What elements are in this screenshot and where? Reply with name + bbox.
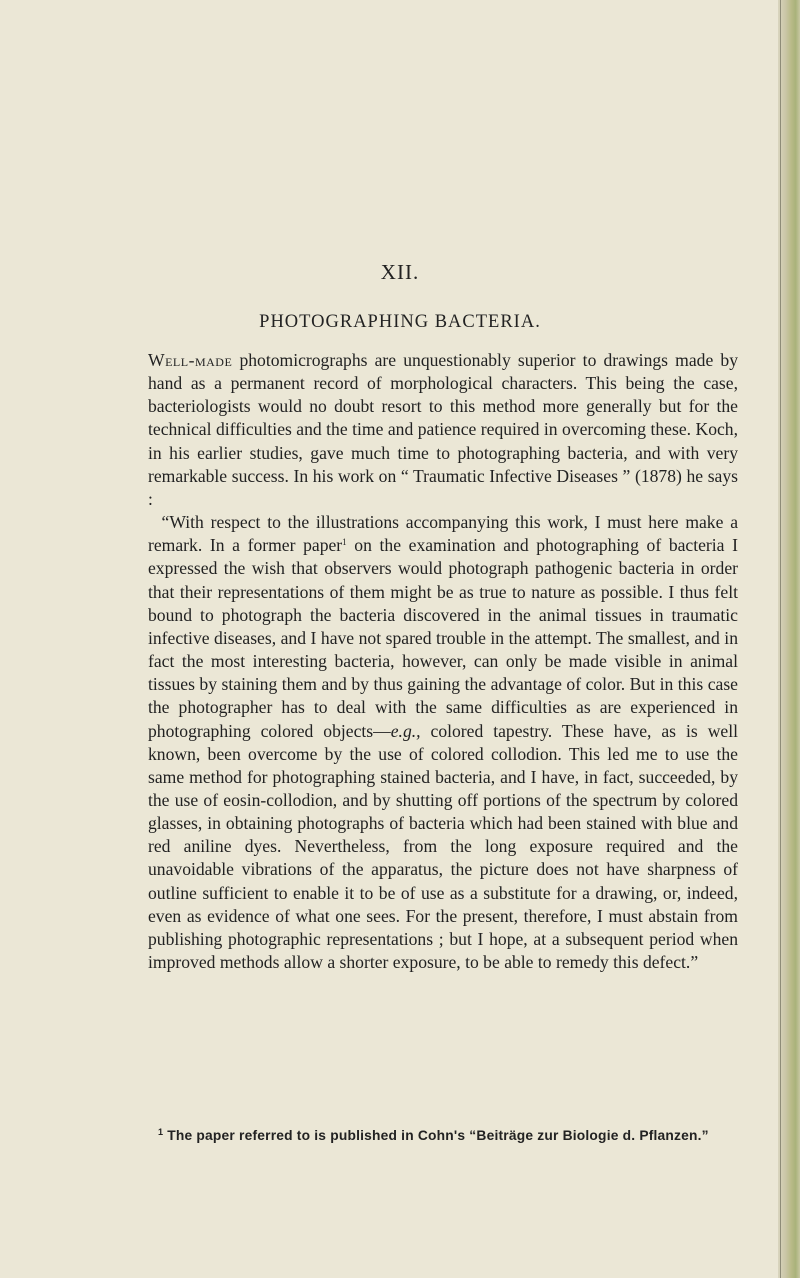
footnote-marker: 1 [158, 1127, 164, 1137]
paragraph-2 [148, 511, 738, 974]
body-text [148, 349, 738, 974]
paragraph-2-part-2: on the examination and photographing of bacteria I expressed the wish that observers would photograph pathogenic bacteria in order that their representations of them might be as true to nature as possible. I thus felt bound to photograph the bacteria discovered in the animal tissues in traumatic infective diseases, and I have not spared trouble in the attempt. The smallest, and in fact the most interesting bacteria, however, can only be made visible in animal tissues by staining them and by thus gaining the advantage of color. But in this case the photographer has to deal with the same difficulties as are experienced in photographing colored objects— [148, 535, 738, 741]
paragraph-2-part-1: “With respect to the illustrations accompanying this work, I must here make a remark. In a former paper [148, 512, 738, 556]
footnote-reference: 1 [342, 537, 347, 548]
paragraph-2-part-3: colored tapestry. These have, as is well known, been overcome by the use of colored collodion. This led me to use the same method for photographing stained bacteria, and I have, in fact, succeeded, by the use of eosin-collodion, and by shutting off portions of the spectrum by colored glasses, in obtaining photographs of bacteria which had been stained with blue and red aniline dyes. Nevertheless, from the long exposure required and the unavoidable vibrations of the apparatus, the picture does not have sharpness of outline sufficient to enable it to be of use as a substitute for a drawing, or, indeed, even as evidence of what one sees. For the present, therefore, I must abstain from publishing photographic representations ; but I hope, at a subsequent period when improved methods allow a shorter exposure, to be able to remedy this defect.” [148, 720, 738, 973]
paragraph-1 [148, 349, 738, 511]
chapter-title: PHOTOGRAPHING BACTERIA. [259, 312, 541, 332]
page-edge [778, 0, 800, 1278]
page-edge-line [780, 0, 781, 1278]
footnote-text: The paper referred to is published in Cohn's “Beiträge zur Biologie d. Pflanzen.” [163, 1128, 709, 1143]
chapter-number: XII. [380, 260, 420, 284]
paragraph-1-text: photomicrographs are unquestionably superior to drawings made by hand as a permanent record of morphological characters. This being the case, bacteriologists would no doubt resort to this method more generally but for the technical difficulties and the time and patience required in overcoming these. Koch, in his earlier studies, gave much time to photographing bacteria, and with very remarkable success. In his work on “ Traumatic Infective Diseases ” (1878) he says : [148, 350, 738, 509]
footnote [158, 1128, 748, 1143]
lead-word: Well-made [148, 350, 233, 370]
paragraph-2-italic: e.g., [390, 720, 421, 741]
